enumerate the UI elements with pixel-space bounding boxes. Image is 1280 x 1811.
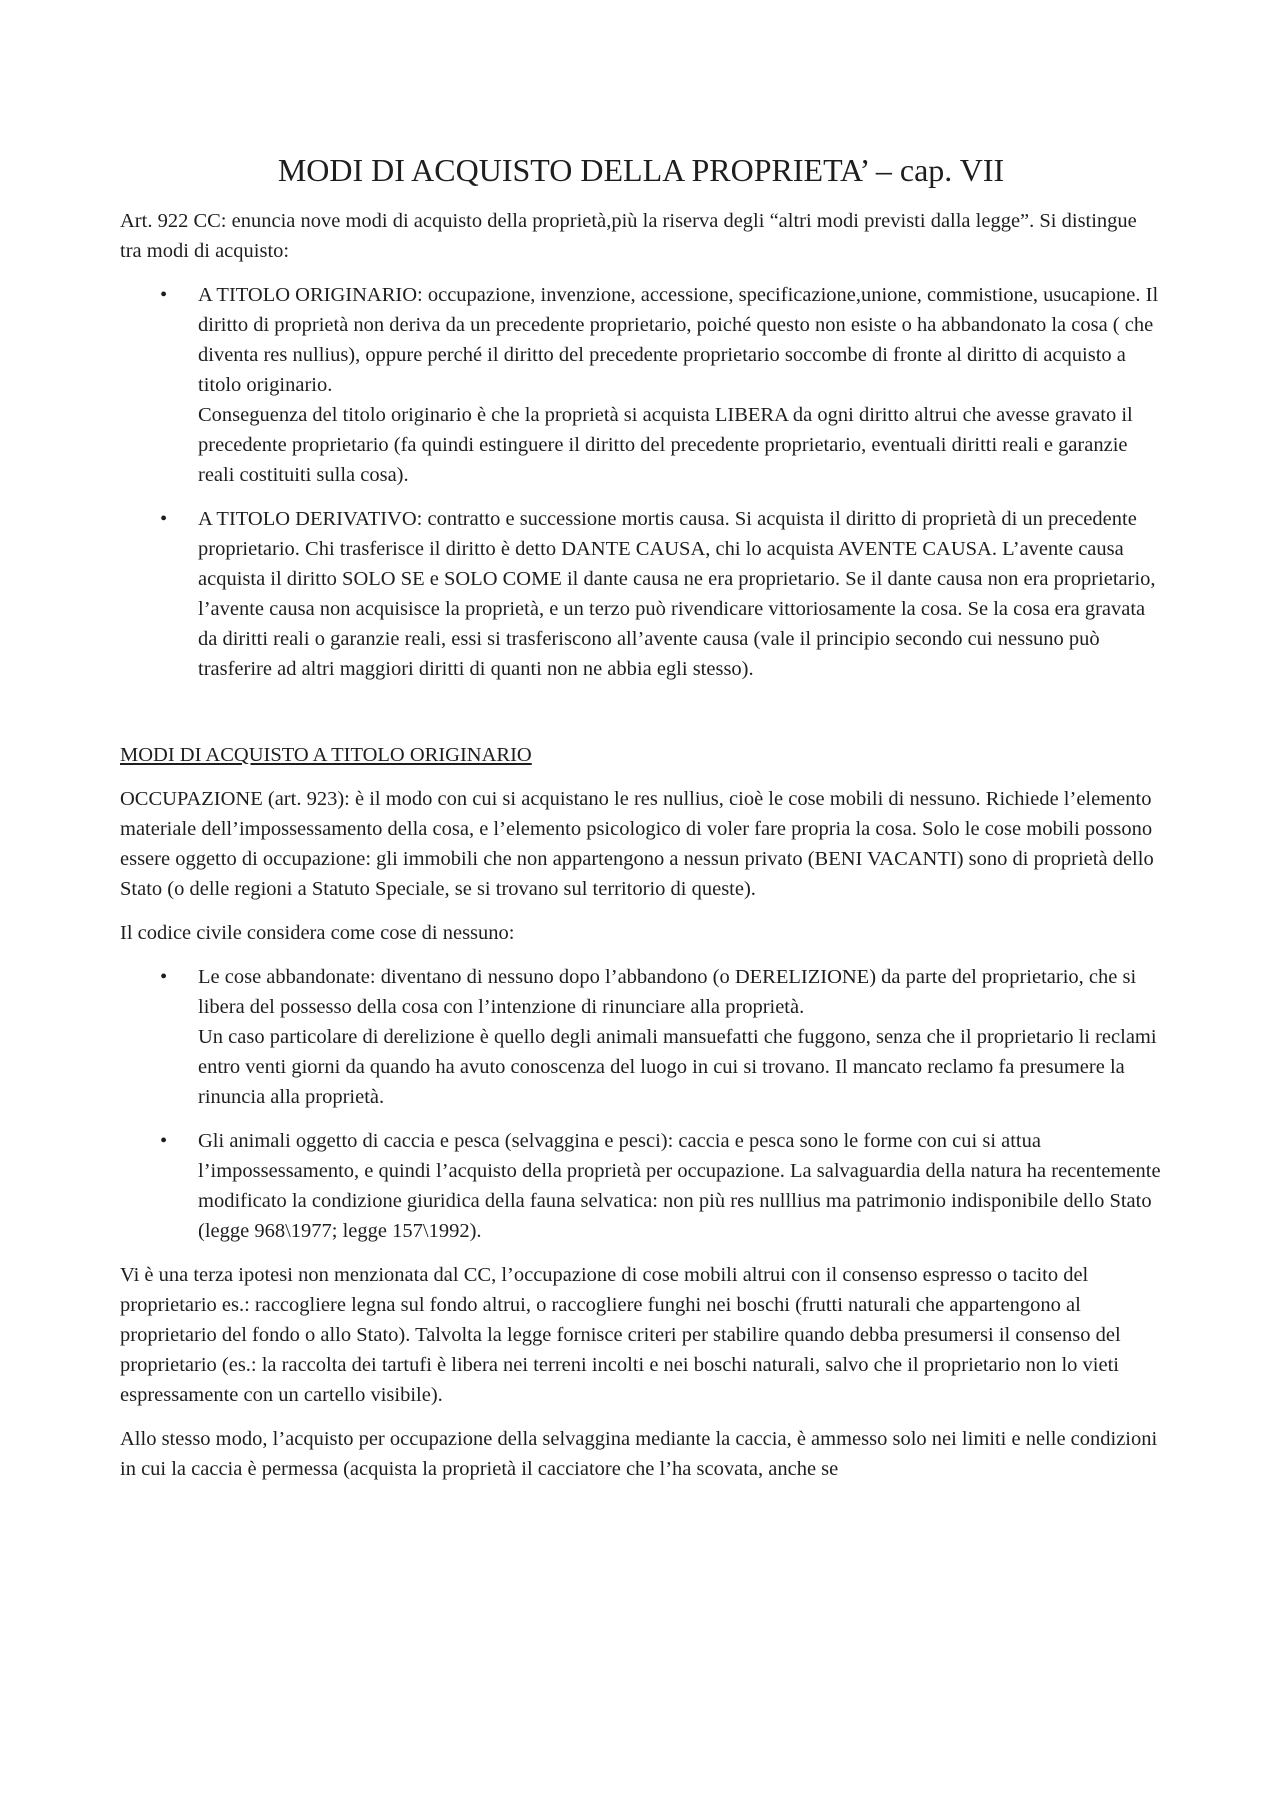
list-item-titolo-derivativo: [120, 504, 1162, 684]
page-title: MODI DI ACQUISTO DELLA PROPRIETA’ – cap. VII: [277, 152, 1005, 188]
cose-di-nessuno-list: [120, 962, 1162, 1246]
list-item-caccia-pesca: [120, 1126, 1162, 1246]
list-item-titolo-originario: [120, 280, 1162, 490]
bullet-icon: •: [160, 284, 168, 306]
bullet-icon: •: [160, 508, 168, 530]
acquisition-types-list: [120, 280, 1162, 684]
list-item-text: Le cose abbandonate: diventano di nessuno dopo l’abbandono (o DERELIZIONE) da parte del proprietario, che si libera del possesso della cosa con l’intenzione di rinunciare alla proprietà.: [198, 966, 1137, 1018]
list-item-cose-abbandonate: [120, 962, 1162, 1112]
occupazione-paragraph: OCCUPAZIONE (art. 923): è il modo con cui si acquistano le res nullius, cioè le cose mobili di nessuno. Richiede l’elemento materiale dell’impossessamento della cosa, e l’elemento psicologico di voler fare propria la cosa. Solo le cose mobili possono essere oggetto di occupazione: gli immobili che non appartengono a nessun privato (BENI VACANTI) sono di proprietà dello Stato (o delle regioni a Statuto Speciale, se si trovano sul territorio di queste).: [120, 788, 1154, 900]
section-heading: MODI DI ACQUISTO A TITOLO ORIGINARIO: [120, 744, 532, 766]
terza-ipotesi-paragraph: Vi è una terza ipotesi non menzionata dal CC, l’occupazione di cose mobili altrui con il consenso espresso o tacito del proprietario es.: raccogliere legna sul fondo altrui, o raccogliere funghi nei boschi (frutti naturali che appartengono al proprietario del fondo o allo Stato). Talvolta la legge fornisce criteri per stabilire quando debba presumersi il consenso del proprietario (es.: la raccolta dei tartufi è libera nei terreni incolti e nei boschi naturali, salvo che il proprietario non lo vieti espressamente con un cartello visibile).: [120, 1264, 1121, 1406]
bullet-icon: •: [160, 1130, 168, 1152]
intro-paragraph: Art. 922 CC: enuncia nove modi di acquisto della proprietà,più la riserva degli “altri modi previsti dalla legge”. Si distingue tra modi di acquisto:: [120, 210, 1137, 262]
list-item-text: A TITOLO DERIVATIVO: contratto e successione mortis causa. Si acquista il diritto di proprietà di un precedente proprietario. Chi trasferisce il diritto è detto DANTE CAUSA, chi lo acquista AVENTE CAUSA. L’avente causa acquista il diritto SOLO SE e SOLO COME il dante causa ne era proprietario. Se il dante causa non era proprietario, l’avente causa non acquisisce la proprietà, e un terzo può rivendicare vittoriosamente la cosa. Se la cosa era gravata da diritti reali o garanzie reali, essi si trasferiscono all’avente causa (vale il principio secondo cui nessuno può trasferire ad altri maggiori diritti di quanti non ne abbia egli stesso).: [198, 508, 1156, 680]
allo-stesso-modo-paragraph: Allo stesso modo, l’acquisto per occupazione della selvaggina mediante la caccia, è ammesso solo nei limiti e nelle condizioni in cui la caccia è permessa (acquista la proprietà il cacciatore che l’ha scovata, anche se: [120, 1428, 1158, 1480]
list-item-text: A TITOLO ORIGINARIO: occupazione, invenzione, accessione, specificazione,unione, commistione, usucapione. Il diritto di proprietà non deriva da un precedente proprietario, poiché questo non esiste o ha abbandonato la cosa ( che diventa res nullius), oppure perché il diritto del precedente proprietario soccombe di fronte al diritto di acquisto a titolo originario.: [198, 284, 1159, 396]
list-item-continuation: Conseguenza del titolo originario è che la proprietà si acquista LIBERA da ogni diritto altrui che avesse gravato il precedente proprietario (fa quindi estinguere il diritto del precedente proprietario, eventuali diritti reali e garanzie reali costituiti sulla cosa).: [198, 404, 1133, 486]
list-item-continuation: Un caso particolare di derelizione è quello degli animali mansuefatti che fuggono, senza che il proprietario li reclami entro venti giorni da quando ha avuto conoscenza del luogo in cui si trovano. Il mancato reclamo fa presumere la rinuncia alla proprietà.: [198, 1026, 1157, 1108]
list-item-text: Gli animali oggetto di caccia e pesca (selvaggina e pesci): caccia e pesca sono le forme con cui si attua l’impossessamento, e quindi l’acquisto della proprietà per occupazione. La salvaguardia della natura ha recentemente modificato la condizione giuridica della fauna selvatica: non più res nulllius ma patrimonio indisponibile dello Stato (legge 968\1977; legge 157\1992).: [198, 1130, 1161, 1242]
codice-intro-paragraph: Il codice civile considera come cose di nessuno:: [120, 922, 515, 944]
bullet-icon: •: [160, 966, 168, 988]
